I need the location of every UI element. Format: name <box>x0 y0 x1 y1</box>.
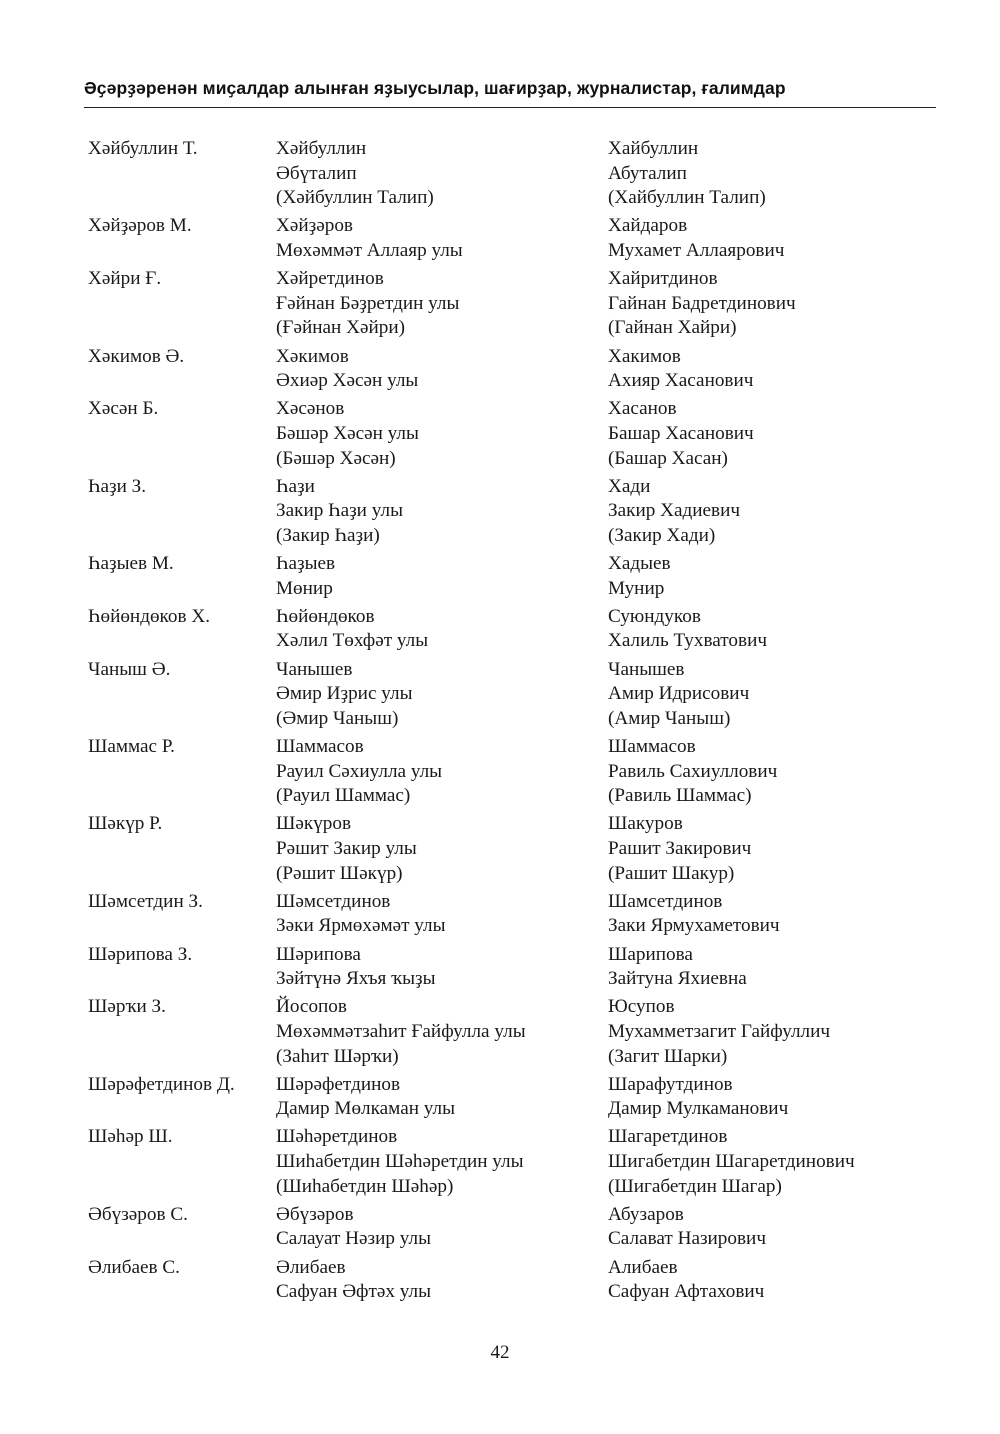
russian-name-line: Шагаретдинов <box>608 1126 728 1148</box>
bashkir-name-line: Шәмсетдинов <box>276 890 391 912</box>
name-entry <box>88 267 948 341</box>
short-name: Һөйөндөков Х. <box>88 605 211 627</box>
bashkir-name-line: Ғәйнан Бәҙретдин улы <box>276 292 460 314</box>
short-name: Шәрәфетдинов Д. <box>88 1073 235 1095</box>
russian-name-line: Салават Назирович <box>608 1228 766 1250</box>
russian-name-line: Равиль Сахиуллович <box>608 760 778 782</box>
russian-name-line: Закир Хадиевич <box>608 500 741 522</box>
running-header: Әҫәрҙәренән миҫалдар алынған яҙыусылар, шағирҙар, журналистар, ғалимдар <box>84 78 786 98</box>
russian-name-line: Ахияр Хасанович <box>608 370 754 392</box>
short-name: Хәсән Б. <box>88 398 159 420</box>
russian-full-name <box>608 1125 948 1199</box>
russian-full-name <box>608 214 948 263</box>
bashkir-name-line: Закир Һаҙи улы <box>276 500 403 522</box>
russian-name-line: Дамир Мулкаманович <box>608 1098 789 1120</box>
bashkir-name-line: Хәйретдинов <box>276 268 384 290</box>
short-name: Әбүзәров С. <box>88 1203 188 1225</box>
short-name: Шәмсетдин З. <box>88 890 203 912</box>
russian-name-line: Рашит Закирович <box>608 837 752 859</box>
name-entry <box>88 214 948 263</box>
russian-name-line: (Равиль Шаммас) <box>608 785 752 807</box>
bashkir-name-line: Мөнир <box>276 577 333 599</box>
page-number: 42 <box>490 1342 510 1363</box>
bashkir-name-line: Дамир Мөлкаман улы <box>276 1098 455 1120</box>
bashkir-name-line: Хәсәнов <box>276 398 345 420</box>
short-name: Әлибаев С. <box>88 1256 180 1278</box>
russian-name-line: (Закир Хади) <box>608 524 716 546</box>
russian-name-line: Хайритдинов <box>608 268 718 290</box>
bashkir-name-line: (Ғәйнан Хәйри) <box>276 317 406 339</box>
russian-name-line: Хакимов <box>608 345 681 367</box>
name-entry <box>88 995 948 1069</box>
russian-full-name <box>608 1256 948 1305</box>
bashkir-name-line: (Әмир Чаныш) <box>276 707 399 729</box>
russian-name-line: (Шигабетдин Шагар) <box>608 1175 782 1197</box>
bashkir-full-name <box>276 397 608 471</box>
bashkir-name-line: Рауил Сәхиулла улы <box>276 760 443 782</box>
bashkir-name-line: Хәлил Төхфәт улы <box>276 630 429 652</box>
russian-name-line: Шигабетдин Шагаретдинович <box>608 1151 855 1173</box>
bashkir-full-name <box>276 475 608 549</box>
russian-name-line: (Рашит Шакур) <box>608 862 735 884</box>
bashkir-name-line: Салауат Нәзир улы <box>276 1228 431 1250</box>
russian-full-name <box>608 137 948 211</box>
bashkir-full-name <box>276 658 608 732</box>
bashkir-name-line: Чанышев <box>276 658 353 680</box>
short-name: Хәйри Ғ. <box>88 268 162 290</box>
name-entry <box>88 1203 948 1252</box>
bashkir-name-line: Әхиәр Хәсән улы <box>276 370 419 392</box>
bashkir-full-name <box>276 137 608 211</box>
bashkir-full-name <box>276 345 608 394</box>
bashkir-name-line: Зәки Ярмөхәмәт улы <box>276 915 446 937</box>
bashkir-name-line: Әлибаев <box>276 1256 346 1278</box>
russian-full-name <box>608 475 948 549</box>
short-name: Хәйбуллин Т. <box>88 138 198 159</box>
short-name: Шәһәр Ш. <box>88 1126 173 1148</box>
russian-name-line: Мунир <box>608 577 665 599</box>
bashkir-full-name <box>276 812 608 886</box>
bashkir-name-line: Шәрәфетдинов <box>276 1073 401 1095</box>
russian-name-line: (Башар Хасан) <box>608 447 728 469</box>
russian-name-line: Мухамметзагит Гайфуллич <box>608 1020 831 1042</box>
bashkir-name-line: (Закир Һаҙи) <box>276 524 380 546</box>
russian-name-line: Шарипова <box>608 943 693 965</box>
russian-full-name <box>608 552 948 601</box>
russian-full-name <box>608 890 948 939</box>
header-divider <box>84 107 936 108</box>
russian-full-name <box>608 995 948 1069</box>
short-name: Шәкүр Р. <box>88 813 163 835</box>
russian-name-line: (Амир Чаныш) <box>608 707 731 729</box>
russian-name-line: Хасанов <box>608 398 677 420</box>
name-entry <box>88 397 948 471</box>
russian-name-line: Шаммасов <box>608 736 696 757</box>
russian-name-line: Алибаев <box>608 1256 678 1278</box>
russian-full-name <box>608 605 948 654</box>
bashkir-name-line: (Хәйбуллин Талип) <box>276 187 434 209</box>
name-entry <box>88 735 948 809</box>
name-entry <box>88 1125 948 1199</box>
bashkir-name-line: Зәйтүнә Яхъя ҡыҙы <box>276 968 436 990</box>
name-entry <box>88 890 948 939</box>
name-entry <box>88 1073 948 1122</box>
bashkir-name-line: (Заһит Шәрҡи) <box>276 1045 399 1067</box>
bashkir-full-name <box>276 605 608 654</box>
bashkir-full-name <box>276 552 608 601</box>
bashkir-name-line: (Бәшәр Хәсән) <box>276 447 396 469</box>
bashkir-name-line: Һөйөндөков <box>276 605 375 627</box>
name-entry <box>88 812 948 886</box>
bashkir-name-line: Шаммасов <box>276 736 364 757</box>
bashkir-full-name <box>276 267 608 341</box>
bashkir-name-line: Шәрипова <box>276 943 361 965</box>
russian-name-line: Шарафутдинов <box>608 1073 733 1095</box>
russian-name-line: Чанышев <box>608 658 685 680</box>
russian-name-line: Халиль Тухватович <box>608 630 767 652</box>
russian-full-name <box>608 943 948 992</box>
short-name: Шәрипова З. <box>88 943 193 965</box>
russian-name-line: Юсупов <box>608 996 675 1018</box>
bashkir-name-line: Рәшит Закир улы <box>276 837 417 859</box>
names-table <box>88 137 948 1308</box>
russian-name-line: Шамсетдинов <box>608 890 723 912</box>
bashkir-name-line: (Рәшит Шәкүр) <box>276 862 403 884</box>
bashkir-name-line: Бәшәр Хәсән улы <box>276 422 419 444</box>
bashkir-name-line: Шиһабетдин Шәһәретдин улы <box>276 1151 524 1173</box>
bashkir-full-name <box>276 890 608 939</box>
short-name: Шәрҡи З. <box>88 996 166 1018</box>
russian-name-line: Мухамет Аллаярович <box>608 239 785 261</box>
bashkir-full-name <box>276 1256 608 1305</box>
russian-name-line: Суюндуков <box>608 605 701 627</box>
bashkir-name-line: Әбүзәров <box>276 1203 354 1225</box>
short-name: Һаҙи З. <box>88 475 147 497</box>
bashkir-name-line: Һаҙи <box>276 475 315 497</box>
russian-full-name <box>608 1073 948 1122</box>
russian-name-line: Хайдаров <box>608 215 688 237</box>
name-entry <box>88 345 948 394</box>
russian-name-line: (Гайнан Хайри) <box>608 317 737 339</box>
name-entry <box>88 605 948 654</box>
russian-full-name <box>608 267 948 341</box>
bashkir-name-line: Әбүталип <box>276 162 357 184</box>
bashkir-full-name <box>276 995 608 1069</box>
russian-full-name <box>608 658 948 732</box>
russian-full-name <box>608 812 948 886</box>
russian-full-name <box>608 735 948 809</box>
name-entry <box>88 475 948 549</box>
russian-name-line: Заки Ярмухаметович <box>608 915 780 937</box>
name-entry <box>88 943 948 992</box>
russian-name-line: Гайнан Бадретдинович <box>608 292 796 314</box>
short-name: Хәйҙәров М. <box>88 215 192 237</box>
name-entry <box>88 552 948 601</box>
short-name: Чаныш Ә. <box>88 658 171 680</box>
bashkir-name-line: Хәйҙәров <box>276 215 353 237</box>
name-entry <box>88 1256 948 1305</box>
bashkir-name-line: Йосопов <box>276 996 347 1018</box>
bashkir-name-line: Һаҙыев <box>276 553 336 575</box>
bashkir-name-line: Хәйбуллин <box>276 138 367 159</box>
russian-name-line: Хадыев <box>608 553 671 575</box>
russian-name-line: Башар Хасанович <box>608 422 754 444</box>
russian-name-line: Абуталип <box>608 162 687 184</box>
bashkir-name-line: Шәһәретдинов <box>276 1126 398 1148</box>
bashkir-name-line: (Шиһабетдин Шәһәр) <box>276 1175 454 1197</box>
bashkir-full-name <box>276 735 608 809</box>
bashkir-name-line: (Рауил Шаммас) <box>276 785 411 807</box>
russian-name-line: (Загит Шарки) <box>608 1045 728 1067</box>
name-entry <box>88 658 948 732</box>
russian-name-line: Абузаров <box>608 1203 684 1225</box>
russian-full-name <box>608 345 948 394</box>
short-name: Шаммас Р. <box>88 736 175 757</box>
bashkir-full-name <box>276 214 608 263</box>
russian-name-line: Амир Идрисович <box>608 683 750 705</box>
bashkir-full-name <box>276 1073 608 1122</box>
short-name: Хәкимов Ә. <box>88 345 185 367</box>
bashkir-full-name <box>276 943 608 992</box>
bashkir-name-line: Мөхәммәтзаһит Ғайфулла улы <box>276 1020 526 1042</box>
russian-name-line: Сафуан Афтахович <box>608 1281 765 1303</box>
russian-full-name <box>608 1203 948 1252</box>
bashkir-name-line: Хәкимов <box>276 345 349 367</box>
bashkir-name-line: Сафуан Әфтәх улы <box>276 1281 431 1303</box>
short-name: Һаҙыев М. <box>88 553 174 575</box>
name-entry <box>88 137 948 211</box>
russian-name-line: (Хайбуллин Талип) <box>608 187 766 209</box>
bashkir-full-name <box>276 1203 608 1252</box>
russian-full-name <box>608 397 948 471</box>
bashkir-name-line: Шәкүров <box>276 813 352 835</box>
bashkir-name-line: Әмир Иҙрис улы <box>276 683 413 705</box>
russian-name-line: Хайбуллин <box>608 138 699 159</box>
russian-name-line: Зайтуна Яхиевна <box>608 968 747 990</box>
russian-name-line: Хади <box>608 475 651 497</box>
bashkir-name-line: Мөхәммәт Аллаяр улы <box>276 239 463 261</box>
russian-name-line: Шакуров <box>608 813 683 835</box>
bashkir-full-name <box>276 1125 608 1199</box>
